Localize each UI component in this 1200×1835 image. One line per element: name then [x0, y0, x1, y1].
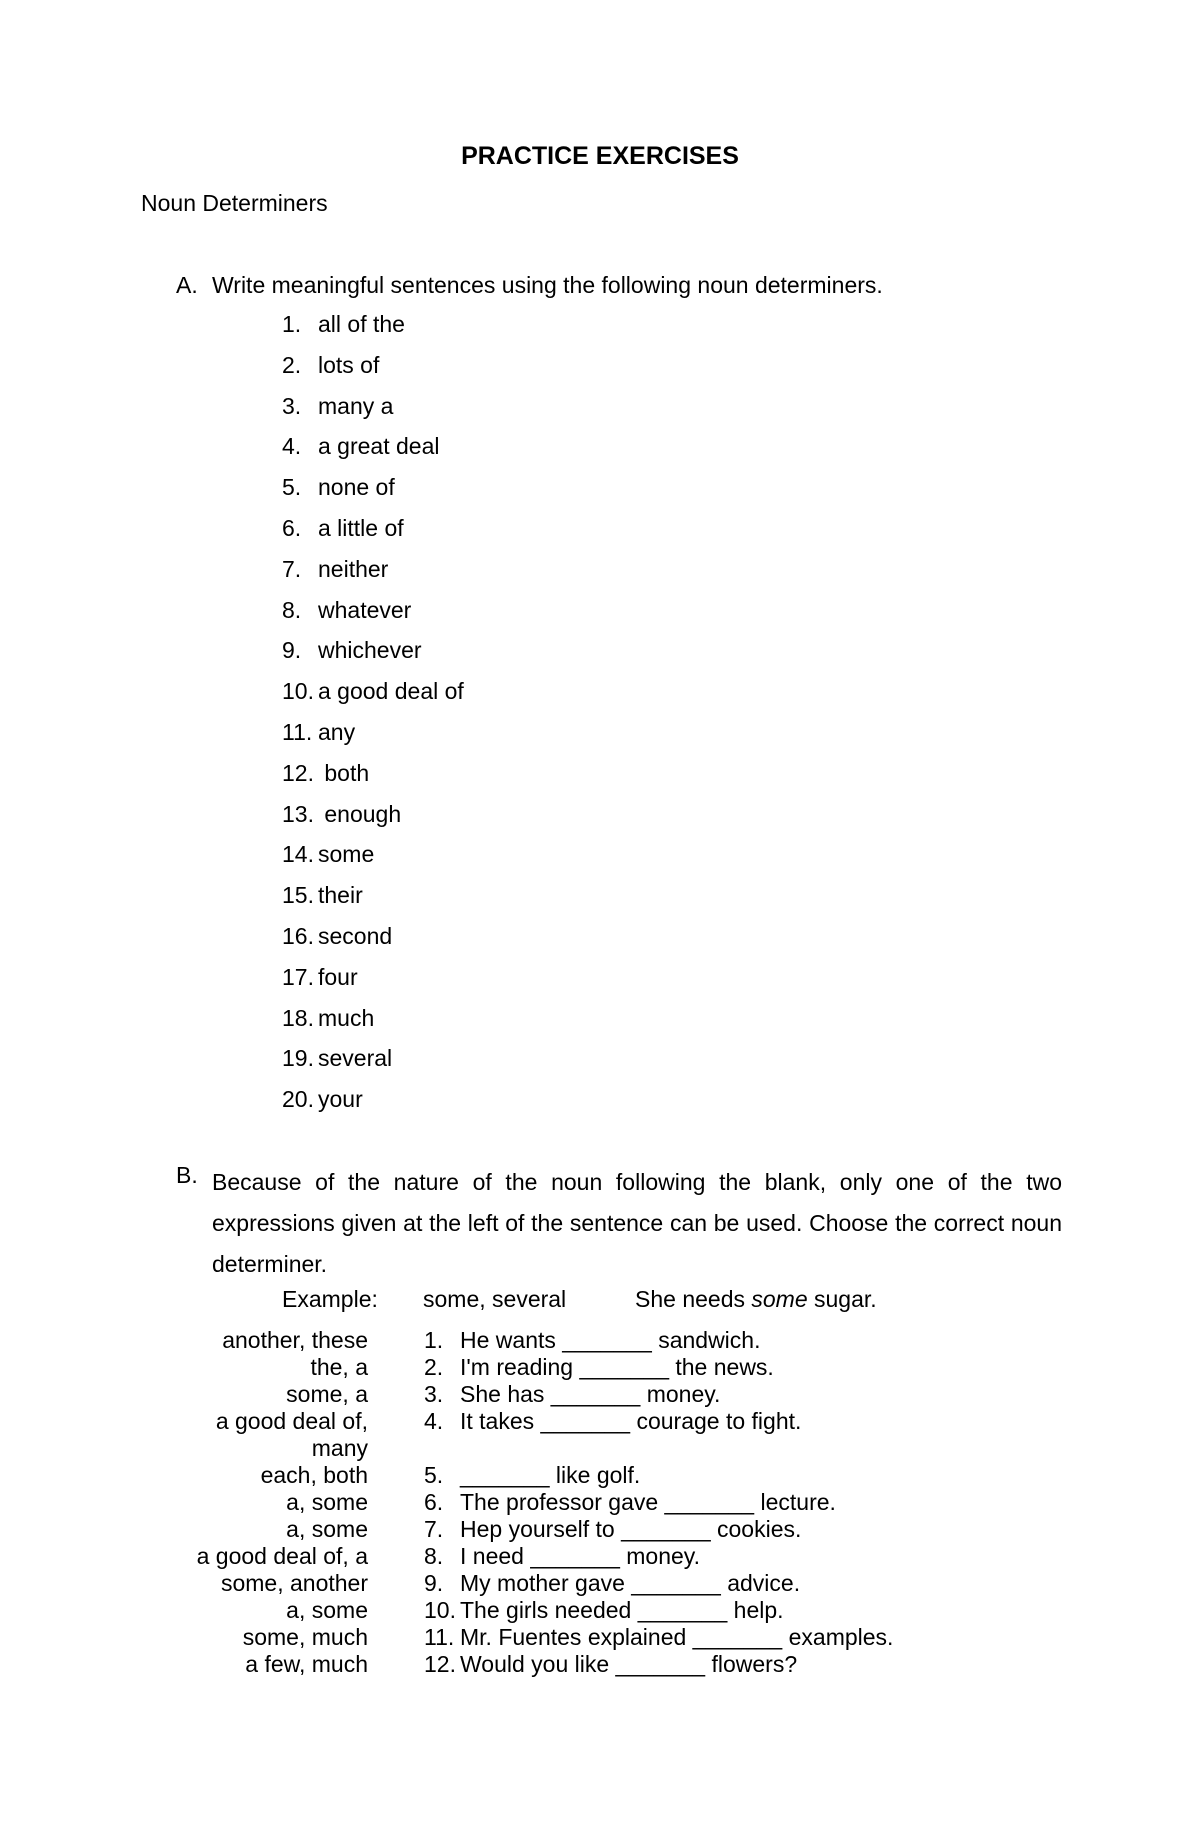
list-item [282, 311, 464, 352]
exercise-number: 8. [424, 1543, 444, 1569]
exercise-row [0, 1489, 1200, 1516]
list-item-number: 17. [282, 963, 314, 990]
list-item [282, 1045, 464, 1086]
list-item-text: many a [318, 392, 394, 419]
list-item-text: enough [318, 800, 402, 827]
example-choices: some, several [423, 1286, 567, 1312]
list-item-number: 14. [282, 841, 314, 868]
exercise-sentence: The professor gave _______ lecture. [460, 1489, 836, 1515]
exercise-number: 1. [424, 1327, 444, 1353]
exercise-row [0, 1543, 1200, 1570]
list-item-text: much [318, 1004, 375, 1031]
exercise-choices: a, some [286, 1489, 368, 1515]
list-item-number: 1. [282, 311, 302, 337]
exercise-number: 7. [424, 1516, 444, 1542]
list-item-number: 19. [282, 1045, 314, 1072]
page-subtitle: Noun Determiners [141, 190, 328, 216]
list-item-number: 2. [282, 351, 302, 378]
exercise-number: 11. [424, 1624, 455, 1650]
section-a-list [282, 311, 464, 1127]
list-item [282, 760, 464, 801]
list-item-number: 16. [282, 922, 314, 949]
section-a-letter: A. [176, 272, 198, 298]
list-item-number: 20. [282, 1086, 314, 1113]
exercise-choices: another, these [222, 1327, 368, 1353]
list-item-text: second [318, 922, 393, 949]
exercise-row [0, 1597, 1200, 1624]
exercise-number: 2. [424, 1354, 444, 1380]
list-item-text: none of [318, 474, 395, 501]
list-item-number: 7. [282, 555, 302, 582]
exercise-row [0, 1462, 1200, 1489]
exercise-sentence: The girls needed _______ help. [460, 1597, 784, 1623]
list-item-number: 9. [282, 637, 302, 664]
exercise-sentence: Hep yourself to _______ cookies. [460, 1516, 802, 1542]
list-item [282, 801, 464, 842]
list-item [282, 433, 464, 474]
example-label: Example: [282, 1286, 378, 1312]
exercise-sentence: _______ like golf. [460, 1462, 641, 1488]
list-item-text: your [318, 1086, 363, 1113]
example-sentence-start: She needs [635, 1286, 752, 1312]
exercise-choices: a, some [286, 1597, 368, 1623]
exercise-row [0, 1570, 1200, 1597]
list-item-text: any [318, 718, 356, 745]
list-item-number: 12. [282, 759, 314, 786]
exercise-sentence: She has _______ money. [460, 1381, 721, 1407]
exercise-sentence: My mother gave _______ advice. [460, 1570, 801, 1596]
section-b-letter: B. [176, 1162, 198, 1188]
list-item [282, 1005, 464, 1046]
list-item-text: lots of [318, 351, 380, 378]
section-b-list [0, 1327, 1200, 1678]
section-b-heading [176, 1162, 1062, 1285]
exercise-choices: a few, much [245, 1651, 368, 1677]
list-item-number: 18. [282, 1004, 314, 1031]
exercise-number: 5. [424, 1462, 444, 1488]
exercise-number: 12. [424, 1651, 456, 1677]
exercise-choices: a, some [286, 1516, 368, 1542]
list-item [282, 352, 464, 393]
exercise-number: 4. [424, 1408, 444, 1434]
exercise-row [0, 1651, 1200, 1678]
exercise-number: 6. [424, 1489, 444, 1515]
list-item [282, 841, 464, 882]
list-item-number: 15. [282, 882, 314, 909]
exercise-row [0, 1381, 1200, 1408]
list-item-text: a great deal [318, 433, 440, 460]
list-item-text: whichever [318, 637, 422, 664]
list-item-text: a good deal of [318, 678, 464, 705]
exercise-number: 9. [424, 1570, 444, 1596]
page-title: PRACTICE EXERCISES [461, 142, 739, 170]
exercise-number: 3. [424, 1381, 444, 1407]
exercise-row [0, 1327, 1200, 1354]
list-item [282, 637, 464, 678]
list-item-number: 3. [282, 392, 302, 419]
section-b-instruction: Because of the nature of the noun following the blank, only one of the two expressions given at the left of the sentence can be used. Choose the correct noun determiner. [212, 1169, 1062, 1277]
list-item-text: several [318, 1045, 393, 1072]
exercise-row [0, 1516, 1200, 1543]
list-item [282, 474, 464, 515]
exercise-sentence: Would you like _______ flowers? [460, 1651, 798, 1677]
exercise-choices: a good deal of, many [215, 1408, 368, 1461]
list-item-text: some [318, 841, 375, 868]
exercise-sentence: I need _______ money. [460, 1543, 700, 1569]
exercise-choices: a good deal of, a [196, 1543, 368, 1569]
exercise-choices: each, both [260, 1462, 368, 1488]
list-item-text: both [318, 759, 370, 786]
list-item [282, 556, 464, 597]
section-a-instruction: Write meaningful sentences using the following noun determiners. [212, 272, 883, 298]
list-item [282, 1086, 464, 1127]
section-a-heading [176, 272, 883, 299]
example-row [0, 1286, 1200, 1314]
list-item [282, 597, 464, 638]
list-item [282, 923, 464, 964]
list-item-number: 11. [282, 718, 313, 745]
exercise-sentence: I'm reading _______ the news. [460, 1354, 774, 1380]
list-item [282, 515, 464, 556]
exercise-row [0, 1354, 1200, 1381]
exercise-row [0, 1624, 1200, 1651]
example-sentence-end: sugar. [807, 1286, 877, 1312]
list-item-text: a little of [318, 514, 404, 541]
list-item-number: 13. [282, 800, 314, 827]
exercise-choices: the, a [310, 1354, 368, 1380]
list-item-number: 6. [282, 514, 302, 541]
list-item [282, 882, 464, 923]
list-item-number: 4. [282, 433, 302, 460]
example-answer: some [751, 1286, 808, 1312]
exercise-sentence: Mr. Fuentes explained _______ examples. [460, 1624, 894, 1650]
list-item [282, 393, 464, 434]
exercise-choices: some, a [286, 1381, 368, 1407]
exercise-sentence: He wants _______ sandwich. [460, 1327, 761, 1353]
exercise-choices: some, much [242, 1624, 368, 1650]
list-item-text: their [318, 882, 363, 909]
list-item [282, 964, 464, 1005]
exercise-sentence: It takes _______ courage to fight. [460, 1408, 802, 1434]
list-item-number: 10. [282, 678, 314, 705]
exercise-choices: some, another [220, 1570, 368, 1596]
list-item [282, 719, 464, 760]
example-sentence [635, 1286, 877, 1313]
list-item-text: whatever [318, 596, 412, 623]
list-item [282, 678, 464, 719]
list-item-text: all of the [318, 311, 405, 337]
exercise-number: 10. [424, 1597, 456, 1623]
exercise-row [0, 1408, 1200, 1462]
list-item-text: four [318, 963, 358, 990]
list-item-number: 8. [282, 596, 302, 623]
list-item-text: neither [318, 555, 389, 582]
list-item-number: 5. [282, 474, 302, 501]
